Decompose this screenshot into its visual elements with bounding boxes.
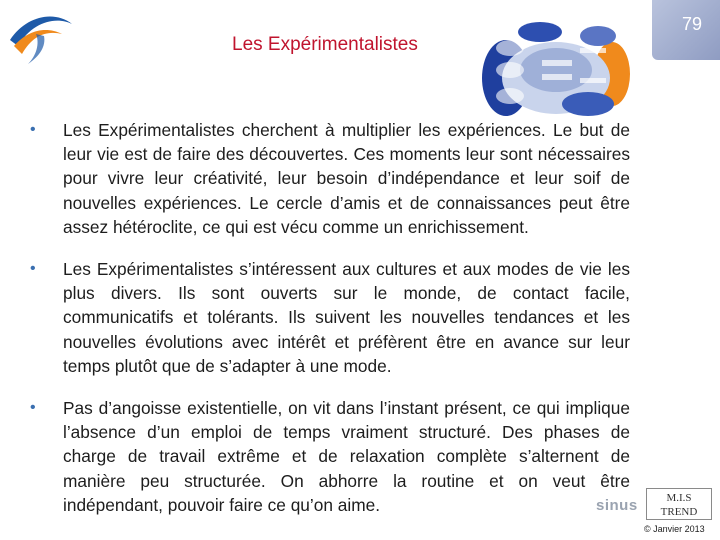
- page-title: Les Expérimentalistes: [232, 34, 418, 55]
- bullet-dot-icon: •: [30, 121, 36, 138]
- mis-trend-logo: [646, 488, 712, 520]
- bullet-item: [30, 257, 630, 378]
- bullet-dot-icon: •: [30, 399, 36, 417]
- bullet-dot-icon: •: [30, 260, 36, 278]
- copyright-footer: © Janvier 2013: [644, 524, 705, 534]
- bullet-text: Les Expérimentalistes s’intéressent aux cultures et aux modes de vie les plus divers. Ils sont ouverts sur le monde, de contact facile, communicatifs et tolérants. Ils suivent les nouvelles tendances et les nouvelles évolutions avec intérêt et préfèrent être en avance sur leur temps plutôt que de s’adapter à une mode.: [63, 259, 630, 376]
- bullet-item: [30, 118, 630, 239]
- sinus-logo: sinus: [596, 497, 638, 514]
- bullet-list: [30, 118, 630, 535]
- bullet-text: Les Expérimentalistes cherchent à multiplier les expériences. Le but de leur vie est de faire des découvertes. Ces moments leur sont nécessaires pour vivre leur créativité, leur besoin d’indépendance et leur soif de nouvelles expériences. Le cercle d’amis et de connaissances peut être assez hétéroclite, ce qui est vécu comme un enrichissement.: [63, 120, 630, 237]
- svg-text:TREND: TREND: [660, 506, 698, 518]
- bullet-text: Pas d’angoisse existentielle, on vit dans l’instant présent, ce qui implique l’absence d’un emploi de temps vraiment structuré. Des phases de charge de travail extrême et de relaxation complète s’alternent de manière peu structurée. On abhorre la routine et on veut être indépendant, pouvoir faire ce qu’on aime.: [63, 398, 630, 515]
- swoosh-logo: [6, 6, 76, 66]
- sinus-milieu-diagram: [480, 18, 632, 118]
- bullet-item: [30, 396, 630, 517]
- svg-text:M.I.S: M.I.S: [666, 492, 692, 504]
- page-number: 79: [682, 14, 703, 34]
